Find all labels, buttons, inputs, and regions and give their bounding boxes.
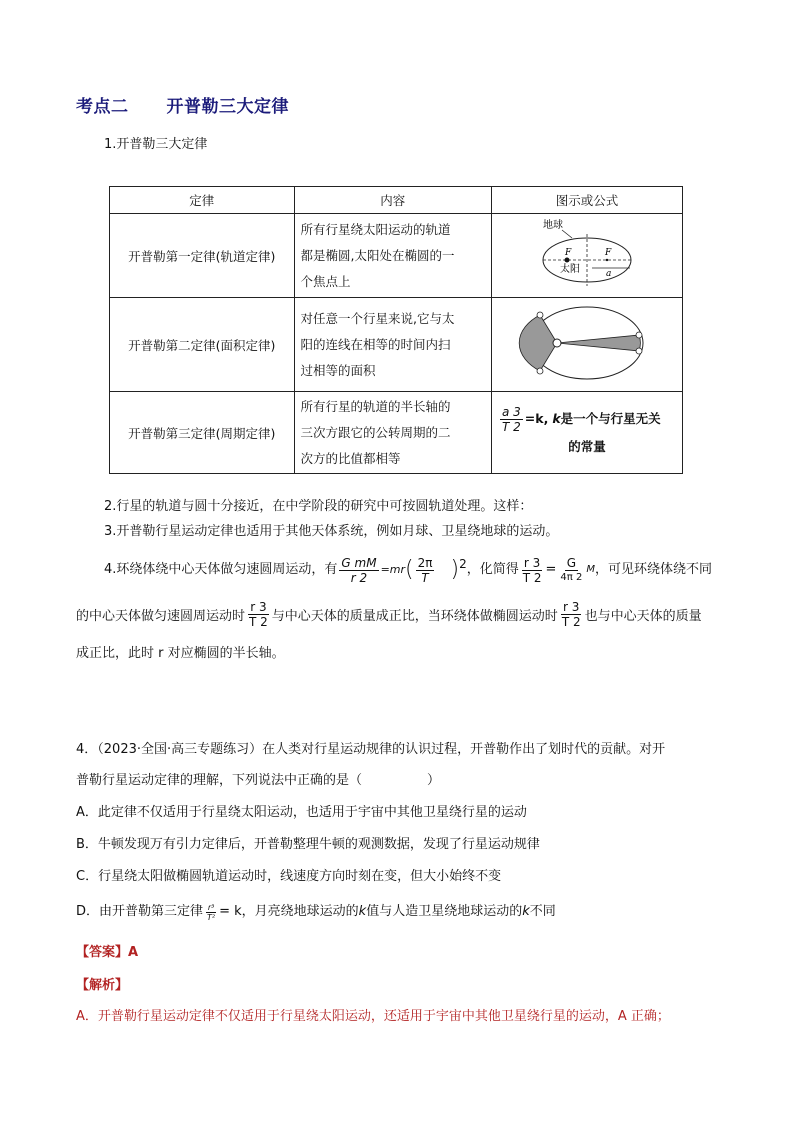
section-number: 考点二 (76, 97, 129, 117)
area-diagram (492, 298, 682, 388)
header-content: 内容 (294, 187, 491, 214)
law-content: 所有行星绕太阳运动的轨道 都是椭圆,太阳处在椭圆的一 个焦点上 (294, 214, 491, 298)
note-4-line2: 的中心天体做匀速圆周运动时 $\frac{r 3}{T 2}$ 与中心天体的质量成正比，当环绕体做椭圆运动时 $\frac{r 3}{T 2}$ 也与中心天体的质量 (76, 599, 702, 629)
note-4-line3: 成正比，此时 r 对应椭圆的半长轴。 (76, 646, 285, 661)
section-heading (76, 92, 289, 117)
option-d: D．由开普勒第三定律 $\frac{\text{r³}}{\text{T²}}$ = k，月亮绕地球运动的 k 值与人造卫星绕地球运动的 k 不同 (76, 902, 556, 922)
period-law-formula: $\frac{a 3}{T 2}$ =k, k是一个与行星无关 的常量 (491, 392, 682, 474)
law-name: 开普勒第二定律(面积定律) (110, 298, 295, 392)
table-row (110, 392, 683, 474)
table-row (110, 298, 683, 392)
analysis-a: A．开普勒行星运动定律不仅适用于行星绕太阳运动，还适用于宇宙中其他卫星绕行星的运动，A 正确； (76, 1009, 670, 1024)
option-c: C．行星绕太阳做椭圆轨道运动时，线速度方向时刻在变，但大小始终不变 (76, 869, 502, 884)
earth-label: 地球 (542, 220, 563, 231)
subsection-title: 1.开普勒三大定律 (104, 137, 208, 152)
option-a: A．此定律不仅适用于行星绕太阳运动，也适用于宇宙中其他卫星绕行星的运动 (76, 805, 527, 820)
section-title: 开普勒三大定律 (166, 97, 289, 117)
analysis-label: 【解析】 (76, 978, 129, 993)
ellipse-orbit-figure (491, 214, 682, 298)
note-3: 3.开普勒行星运动定律也适用于其他天体系统，例如月球、卫星绕地球的运动。 (104, 524, 559, 539)
law-name: 开普勒第一定律(轨道定律) (110, 214, 295, 298)
question-stem-line2: 普勒行星运动定律的理解，下列说法中正确的是（ ） (76, 773, 441, 788)
law-content: 对任意一个行星来说,它与太 阳的连线在相等的时间内扫 过相等的面积 (294, 298, 491, 392)
focus-label-2: F (604, 248, 612, 258)
answer: 【答案】A (76, 945, 139, 960)
note-2: 2.行星的轨道与圆十分接近，在中学阶段的研究中可按圆轨道处理。这样： (104, 499, 533, 514)
header-figure: 图示或公式 (491, 187, 682, 214)
option-b: B．牛顿发现万有引力定律后，开普勒整理牛顿的观测数据，发现了行星运动规律 (76, 837, 540, 852)
law-name: 开普勒第三定律(周期定律) (110, 392, 295, 474)
question-stem-line1: 4．（2023·全国·高三专题练习）在人类对行星运动规律的认识过程，开普勒作出了划时代的贡献。对开 (76, 742, 666, 757)
formula-fraction: $\frac{a 3}{T 2}$ (501, 405, 521, 434)
note-4-line1: 4.环绕体绕中心天体做匀速圆周运动，有 $\frac{\text{G mM}}{r 2}$ =mr ( $\frac{2\pi}{T}$ ) $^2$ ，化简得 $\frac{r 3}{T 2}$ = $\frac{G}{4\pi 2}$ M ，可见环绕体绕不同 (104, 555, 713, 585)
orbit-diagram (492, 214, 682, 294)
header-law: 定律 (110, 187, 295, 214)
law-content: 所有行星的轨道的半长轴的 三次方跟它的公转周期的二 次方的比值都相等 (294, 392, 491, 474)
area-law-figure (491, 298, 682, 392)
sun-label: 太阳 (559, 264, 580, 275)
table-row (110, 214, 683, 298)
kepler-laws-table (109, 186, 683, 474)
semi-major-axis-label: a (605, 269, 612, 279)
focus-label-1: F (564, 248, 572, 258)
